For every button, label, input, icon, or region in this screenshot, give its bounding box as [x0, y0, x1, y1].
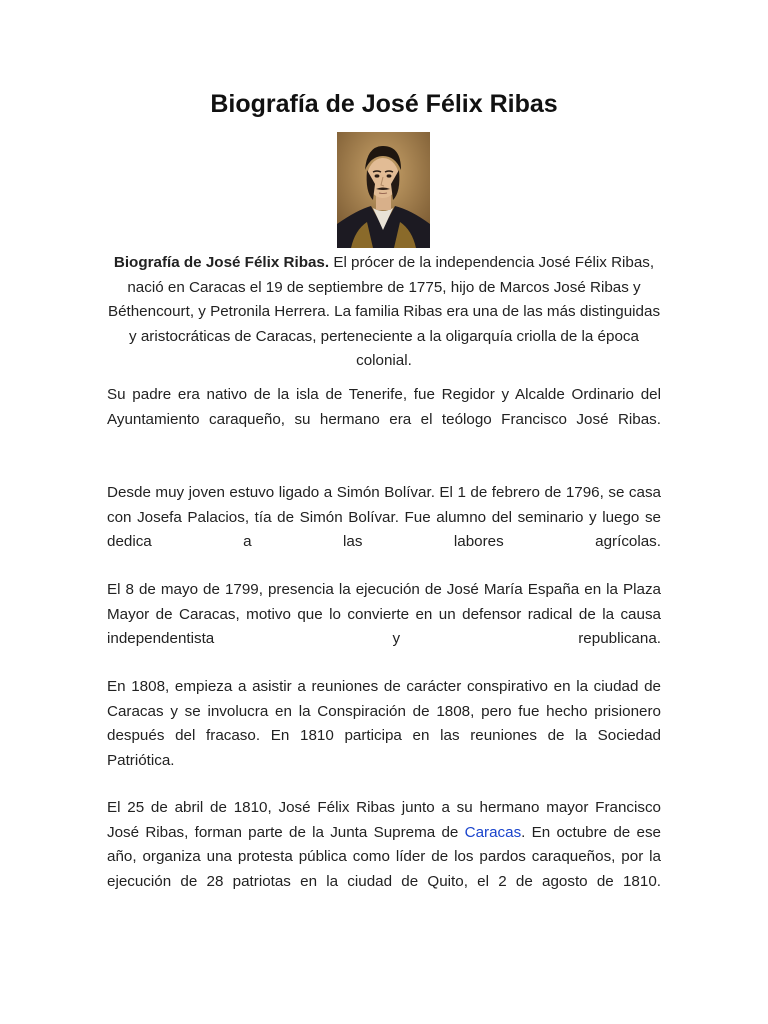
paragraph-4: En 1808, empieza a asistir a reuniones de carácter conspirativo en la ciudad de Caracas y se involucra en la Conspiración de 1808, pero fue hecho prisionero después del fracaso. En 1810 participa en las reuniones de la Sociedad Patriótica. — [107, 678, 661, 769]
paragraph-5 — [107, 796, 661, 894]
paragraph-3: El 8 de mayo de 1799, presencia la ejecución de José María España en la Plaza Mayor de Caracas, motivo que lo convierte en un defensor radical de la causa independentista y republicana. — [107, 581, 661, 647]
paragraph-2: Desde muy joven estuvo ligado a Simón Bolívar. El 1 de febrero de 1796, se casa con Josefa Palacios, tía de Simón Bolívar. Fue alumno del seminario y luego se dedica a las labores agrícolas. — [107, 484, 661, 550]
paragraph-5-text-a: El 25 de abril de 1810, José Félix Ribas junto a su hermano mayor Francisco José Ribas, forman parte de la Junta Suprema de — [107, 799, 661, 841]
page-title: Biografía de José Félix Ribas — [210, 90, 558, 118]
portrait-image — [337, 132, 430, 248]
intro-bold-lead: Biografía de José Félix Ribas. — [113, 254, 330, 271]
paragraph-5-text-b: . En octubre de ese año, organiza una protesta pública como líder de los pardos caraqueños, por la ejecución de 28 patriotas en la ciudad de Quito, el 2 de agosto de 1810. — [107, 823, 661, 890]
caracas-link[interactable]: Caracas — [464, 823, 522, 841]
paragraph-1: Su padre era nativo de la isla de Tenerife, fue Regidor y Alcalde Ordinario del Ayuntamiento caraqueño, su hermano era el teólogo Francisco José Ribas. — [107, 386, 661, 428]
intro-text: El prócer de la independencia José Félix Ribas, nació en Caracas el 19 de septiembre de 1775, hijo de Marcos José Ribas y Béthencourt, y Petronila Herrera. La familia Ribas era una de las más distinguidas y aristocráticas de Caracas, perteneciente a la oligarquía criolla de la época colonial. — [107, 254, 661, 369]
intro-paragraph — [107, 251, 661, 374]
